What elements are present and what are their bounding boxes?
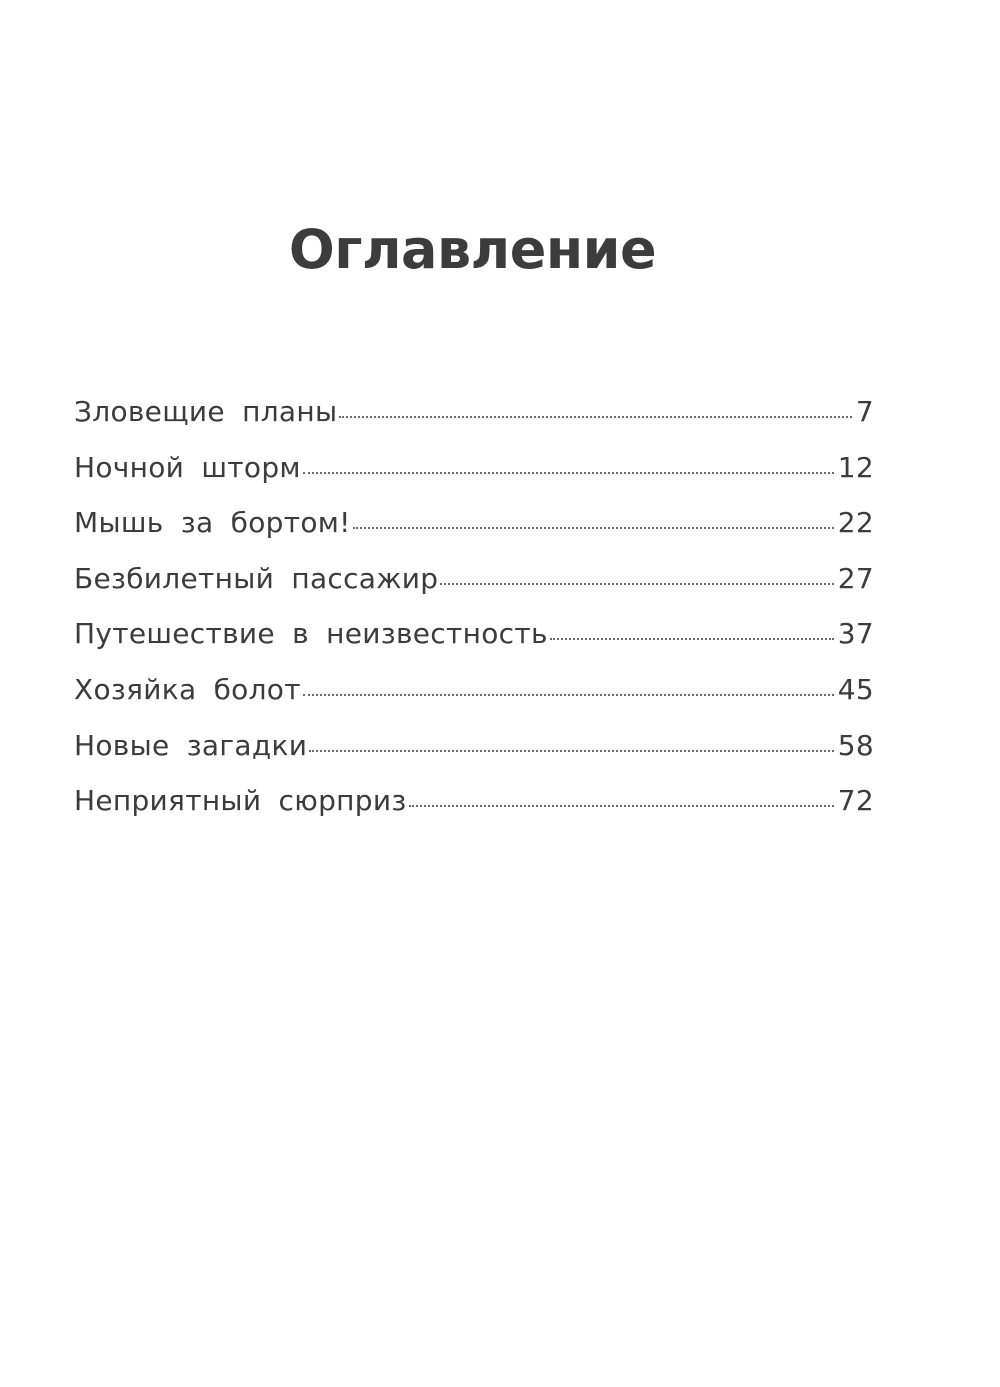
toc-entry-page: 22 [837,506,874,540]
toc-entry-page: 72 [837,784,874,818]
toc-entry[interactable] [74,501,874,557]
toc-entry-title: Путешествие в неизвестность [74,617,548,651]
toc-entry-title: Ночной шторм [74,450,301,484]
dot-leader [339,416,851,418]
toc-entry[interactable] [74,724,874,780]
dot-leader [440,583,833,585]
dot-leader [409,805,834,807]
toc-entry[interactable] [74,390,874,446]
toc-entry-page: 7 [855,395,874,428]
toc-entry[interactable] [74,779,874,835]
table-of-contents [74,390,874,835]
toc-entry[interactable] [74,612,874,668]
dot-leader [309,750,834,752]
toc-entry-title: Зловещие планы [74,395,338,428]
toc-entry[interactable] [74,668,874,724]
toc-entry-title: Неприятный сюрприз [74,784,407,818]
toc-entry-title: Мышь за бортом! [74,506,351,540]
toc-entry-page: 45 [837,672,874,706]
toc-entry-title: Хозяйка болот [74,672,301,706]
dot-leader [353,527,834,529]
toc-entry-page: 12 [837,450,874,484]
toc-entry-page: 58 [837,728,874,762]
dot-leader [550,638,834,640]
toc-entry[interactable] [74,446,874,502]
dot-leader [303,694,834,696]
toc-entry-page: 27 [837,561,874,595]
dot-leader [303,472,834,474]
page-title: Оглавление [288,218,657,281]
toc-entry-page: 37 [837,617,874,651]
toc-entry[interactable] [74,557,874,613]
toc-entry-title: Безбилетный пассажир [74,561,439,595]
toc-entry-title: Новые загадки [74,728,308,762]
